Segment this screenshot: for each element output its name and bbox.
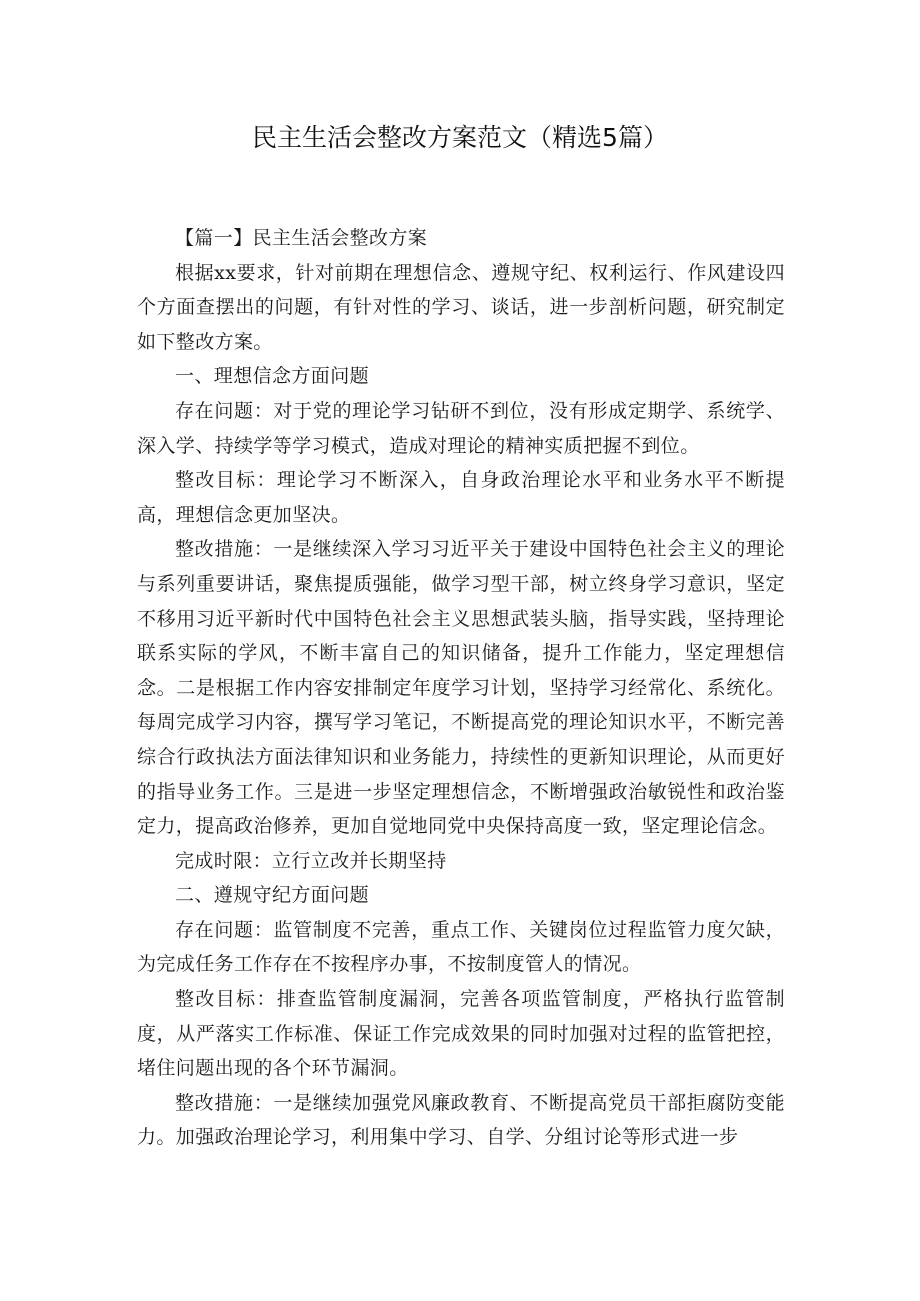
part1-deadline: 完成时限：立行立改并长期坚持 (175, 849, 447, 872)
document-body (137, 221, 785, 1155)
part1-heading: 一、理想信念方面问题 (175, 365, 370, 388)
part1-measures: 整改措施：一是继续深入学习习近平关于建设中国特色社会主义的理论与系列重要讲话，聚焦提质强能，做学习型干部，树立终身学习意识，坚定不移用习近平新时代中国特色社会主义思想武装头脑，指导实践，坚持理论联系实际的学风，不断丰富自己的知识储备，提升工作能力，坚定理想信念。二是根据工作内容安排制定年度学习计划，坚持学习经常化、系统化。每周完成学习内容，撰写学习笔记，不断提高党的理论知识水平，不断完善综合行政执法方面法律知识和业务能力，持续性的更新知识理论，从而更好的指导业务工作。三是进一步坚定理想信念，不断增强政治敏锐性和政治鉴定力，提高政治修养，更加自觉地同党中央保持高度一致，坚定理论信念。 (137, 538, 785, 838)
part2-measures: 整改措施：一是继续加强党风廉政教育、不断提高党员干部拒腐防变能力。加强政治理论学习，利用集中学习、自学、分组讨论等形式进一步 (137, 1091, 785, 1149)
part2-problem: 存在问题：监管制度不完善，重点工作、关键岗位过程监管力度欠缺，为完成任务工作存在不按程序办事，不按制度管人的情况。 (137, 918, 785, 976)
document-title: 民主生活会整改方案范文（精选5篇） (252, 123, 668, 152)
section-title: 【篇一】民主生活会整改方案 (175, 227, 428, 249)
part2-heading: 二、遵规守纪方面问题 (175, 884, 370, 907)
part1-problem: 存在问题：对于党的理论学习钻研不到位，没有形成定期学、系统学、深入学、持续学等学习模式，造成对理论的精神实质把握不到位。 (137, 399, 785, 457)
intro-paragraph: 根据xx要求，针对前期在理想信念、遵规守纪、权利运行、作风建设四个方面查摆出的问题，有针对性的学习、谈话，进一步剖析问题，研究制定如下整改方案。 (137, 261, 785, 353)
part1-goal: 整改目标：理论学习不断深入，自身政治理论水平和业务水平不断提高，理想信念更加坚决。 (137, 469, 785, 526)
part2-goal: 整改目标：排查监管制度漏洞，完善各项监管制度，严格执行监管制度，从严落实工作标准、保证工作完成效果的同时加强对过程的监管把控，堵住问题出现的各个环节漏洞。 (137, 988, 785, 1080)
